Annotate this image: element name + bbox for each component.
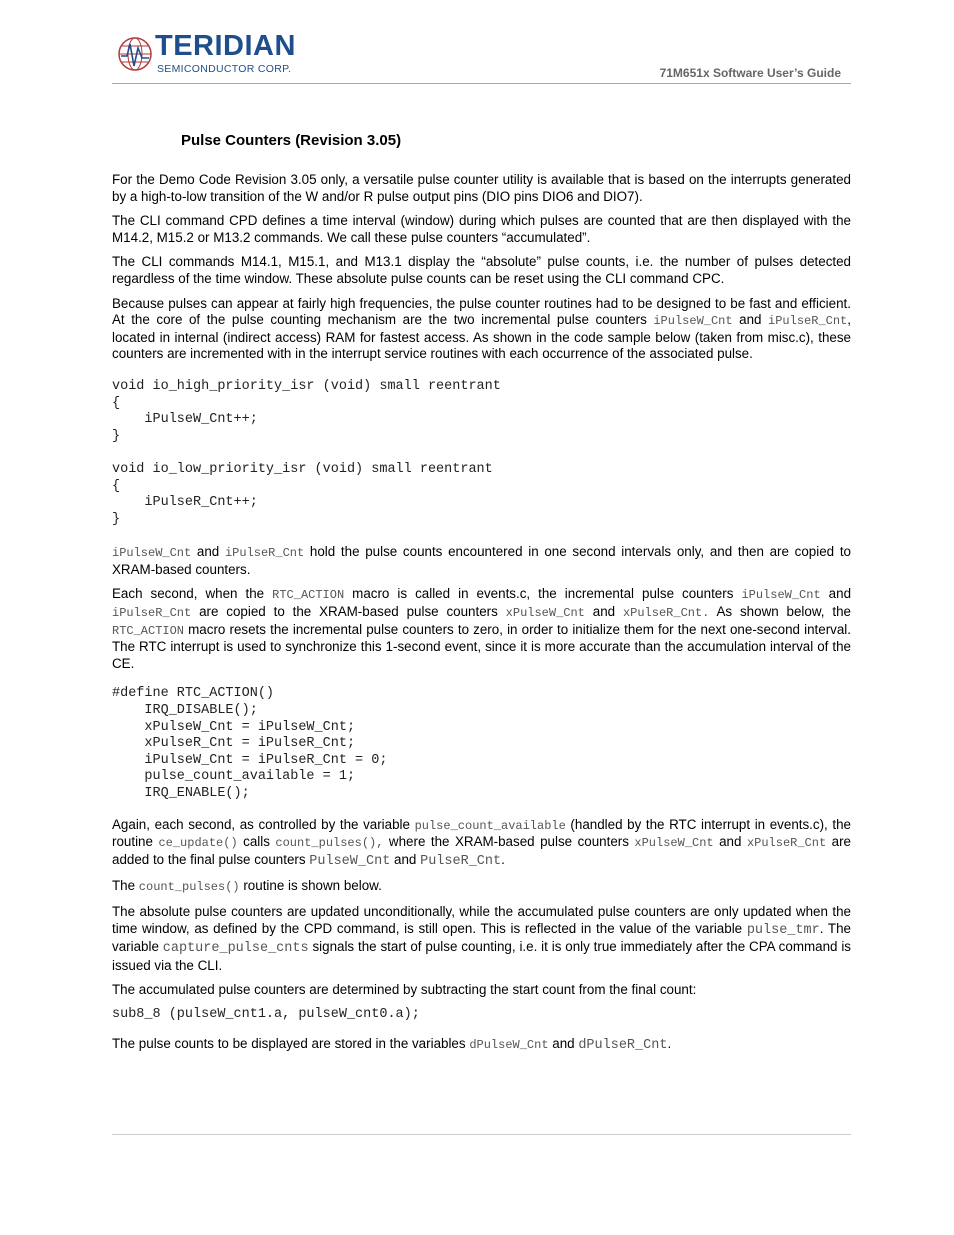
paragraph-11: The pulse counts to be displayed are stored in the variables dPulseW_Cnt and dPulseR_Cnt.	[112, 1035, 672, 1053]
paragraph-6: Each second, when the RTC_ACTION macro is called in events.c, the incremental pulse counters iPulseW_Cnt and iPulseR_Cnt are copied to the XRAM-based pulse counters xPulseW_Cnt and xPulseR_Cnt. As shown below, the RTC_ACTION macro resets the incremental pulse counters to zero, in order to initialize them for the next one-second interval. The RTC interrupt is used to synchronize this 1-second event, since it is more accurate than the accumulation interval of the CE.	[112, 586, 852, 671]
inline-code: RTC_ACTION	[112, 623, 185, 638]
inline-code: xPulseR_Cnt	[746, 836, 827, 851]
paragraph-3: The CLI commands M14.1, M15.1, and M13.1 display the “absolute” pulse counts, i.e. the number of pulses detected regardless of the time window. These absolute pulse counts can be reset using the CLI command CPC.	[112, 254, 851, 286]
inline-code: pulse_tmr	[746, 922, 820, 938]
logo-subtitle: SEMICONDUCTOR CORP.	[157, 63, 292, 75]
paragraph-1: For the Demo Code Revision 3.05 only, a versatile pulse counter utility is available that is based on the interrupts generated by a high-to-low transition of the W and/or R pulse output pins (DIO pins DIO6 and DIO7).	[112, 172, 851, 204]
paragraph-5: iPulseW_Cnt and iPulseR_Cnt hold the pulse counts encountered in one second intervals only, and then are copied to XRAM-based counters.	[112, 544, 851, 577]
footer-rule	[112, 1134, 851, 1135]
paragraph-7: Again, each second, as controlled by the variable pulse_count_available (handled by the RTC interrupt in events.c), the routine ce_update() calls count_pulses(), where the XRAM-based pulse counters xPulseW_Cnt and xPulseR_Cnt are added to the final pulse counters PulseW_Cnt and PulseR_Cnt.	[112, 816, 851, 869]
section-heading: Pulse Counters (Revision 3.05)	[181, 132, 402, 149]
inline-code: iPulseW_Cnt	[653, 314, 733, 329]
logo-globe-icon	[117, 32, 153, 76]
paragraph-2: The CLI command CPD defines a time interval (window) during which pulses are counted that are then displayed with the M14.2, M15.2 or M13.2 commands. We call these pulse counters “accumulated”.	[112, 213, 851, 245]
document-title: 71M651x Software User’s Guide	[659, 66, 841, 80]
inline-code: PulseW_Cnt	[309, 853, 391, 869]
paragraph-4: Because pulses can appear at fairly high frequencies, the pulse counter routines had to be designed to be fast and efficient. At the core of the pulse counting mechanism are the two incremental pulse counters iPulseW_Cnt and iPulseR_Cnt, located in internal (indirect access) RAM for fastest access. As shown in the code sample below (taken from misc.c), these counters are incremented with in the interrupt service routines with each occurrence of the associated pulse.	[112, 295, 851, 362]
code-block-isr: void io_high_priority_isr (void) small reentrant { iPulseW_Cnt++; } void io_low_priority_isr (void) small reentrant { iPulseR_Cnt++; }	[112, 378, 501, 527]
inline-code: iPulseW_Cnt	[741, 588, 821, 603]
code-block-rtc-action: #define RTC_ACTION() IRQ_DISABLE(); xPulseW_Cnt = iPulseW_Cnt; xPulseR_Cnt = iPulseR_Cnt; iPulseW_Cnt = iPulseR_Cnt = 0; pulse_count_available = 1; IRQ_ENABLE();	[112, 686, 388, 801]
header-rule	[112, 83, 851, 84]
page-content	[112, 132, 851, 1062]
inline-code: dPulseR_Cnt	[578, 1037, 668, 1053]
inline-code: pulse_count_available	[414, 818, 566, 833]
inline-code: capture_pulse_cnts	[162, 941, 309, 957]
paragraph-8: The count_pulses() routine is shown below.	[112, 878, 382, 895]
inline-code: count_pulses(),	[275, 836, 384, 851]
inline-code: iPulseW_Cnt	[112, 546, 192, 561]
inline-code: ce_update()	[158, 836, 238, 851]
inline-code: RTC_ACTION	[272, 588, 345, 603]
inline-code: xPulseW_Cnt	[634, 836, 714, 851]
inline-code: count_pulses()	[138, 880, 240, 895]
inline-code: PulseR_Cnt	[420, 853, 502, 869]
inline-code: iPulseR_Cnt	[224, 546, 305, 561]
paragraph-10: The accumulated pulse counters are determined by subtracting the start count from the final count:	[112, 982, 697, 998]
paragraph-9: The absolute pulse counters are updated unconditionally, while the accumulated pulse counters are only updated when the time window, as defined by the CPD command, is still open. This is reflected in the value of the variable pulse_tmr. The variable capture_pulse_cnts signals the start of pulse counting, i.e. it is only true immediately after the CPA command is issued via the CLI.	[112, 903, 852, 973]
company-logo	[117, 30, 317, 80]
inline-code: xPulseW_Cnt	[505, 606, 585, 621]
inline-code: iPulseR_Cnt	[768, 314, 848, 329]
inline-code: xPulseR_Cnt.	[622, 606, 710, 621]
inline-code: iPulseR_Cnt	[112, 606, 192, 621]
code-block-sub8: sub8_8 (pulseW_cnt1.a, pulseW_cnt0.a);	[112, 1006, 420, 1022]
logo-wordmark: TERIDIAN	[155, 30, 296, 62]
inline-code: dPulseW_Cnt	[469, 1037, 549, 1052]
